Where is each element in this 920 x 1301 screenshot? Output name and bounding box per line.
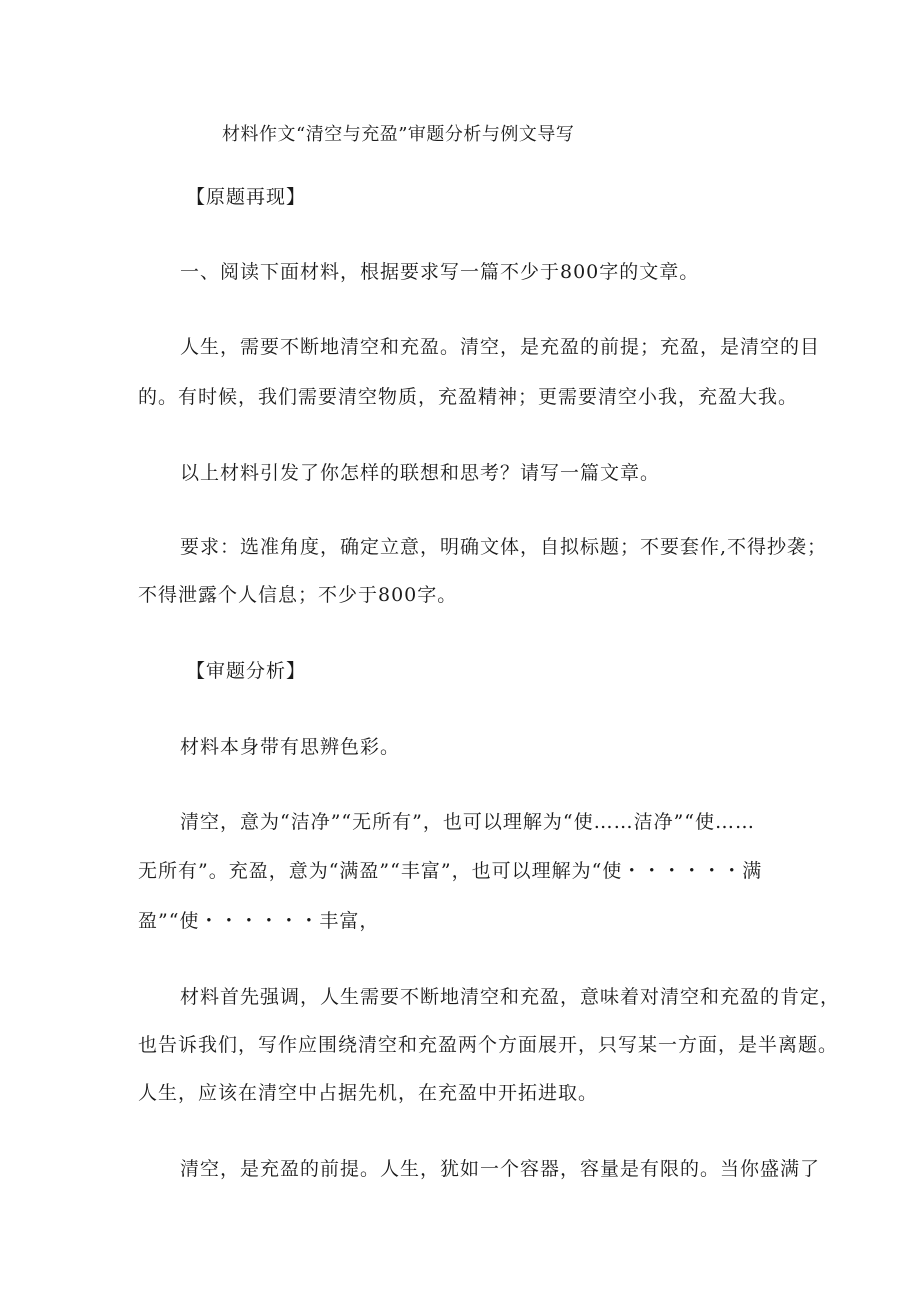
- material-line-2: 的。有时候，我们需要清空物质，充盈精神；更需要清空小我，充盈大我。: [138, 386, 799, 408]
- definition-line-3: 盈”“使・・・・・・丰富，: [138, 910, 380, 932]
- definition-line-2: 无所有”。充盈，意为“满盈”“丰富”，也可以理解为“使・・・・・・满: [138, 860, 763, 882]
- section-heading-analysis: 【审题分析】: [186, 660, 307, 682]
- emphasis-line-3: 人生，应该在清空中占据先机，在充盈中开拓进取。: [138, 1082, 599, 1104]
- emphasis-line-2: 也告诉我们，写作应围绕清空和充盈两个方面展开，只写某一方面，是半离题。: [138, 1034, 839, 1056]
- analysis-intro: 材料本身带有思辨色彩。: [180, 736, 401, 758]
- definition-line-1: 清空，意为“洁净”“无所有”，也可以理解为“使……洁净”“使……: [180, 811, 755, 833]
- section-heading-original: 【原题再现】: [186, 186, 307, 208]
- requirements-line-1: 要求：选准角度，确定立意，明确文体，自拟标题；不要套作,不得抄袭；: [180, 536, 828, 558]
- premise-line: 清空，是充盈的前提。人生，犹如一个容器，容量是有限的。当你盛满了: [180, 1158, 821, 1180]
- requirements-line-2: 不得泄露个人信息；不少于800字。: [138, 584, 458, 606]
- emphasis-line-1: 材料首先强调，人生需要不断地清空和充盈，意味着对清空和充盈的肯定，: [180, 986, 841, 1008]
- prompt-line: 以上材料引发了你怎样的联想和思考？请写一篇文章。: [180, 462, 661, 484]
- document-title: 材料作文“清空与充盈”审题分析与例文导写: [222, 124, 575, 145]
- task-instruction: 一、阅读下面材料，根据要求写一篇不少于800字的文章。: [180, 261, 700, 283]
- material-line-1: 人生，需要不断地清空和充盈。清空，是充盈的前提；充盈，是清空的目: [180, 336, 821, 358]
